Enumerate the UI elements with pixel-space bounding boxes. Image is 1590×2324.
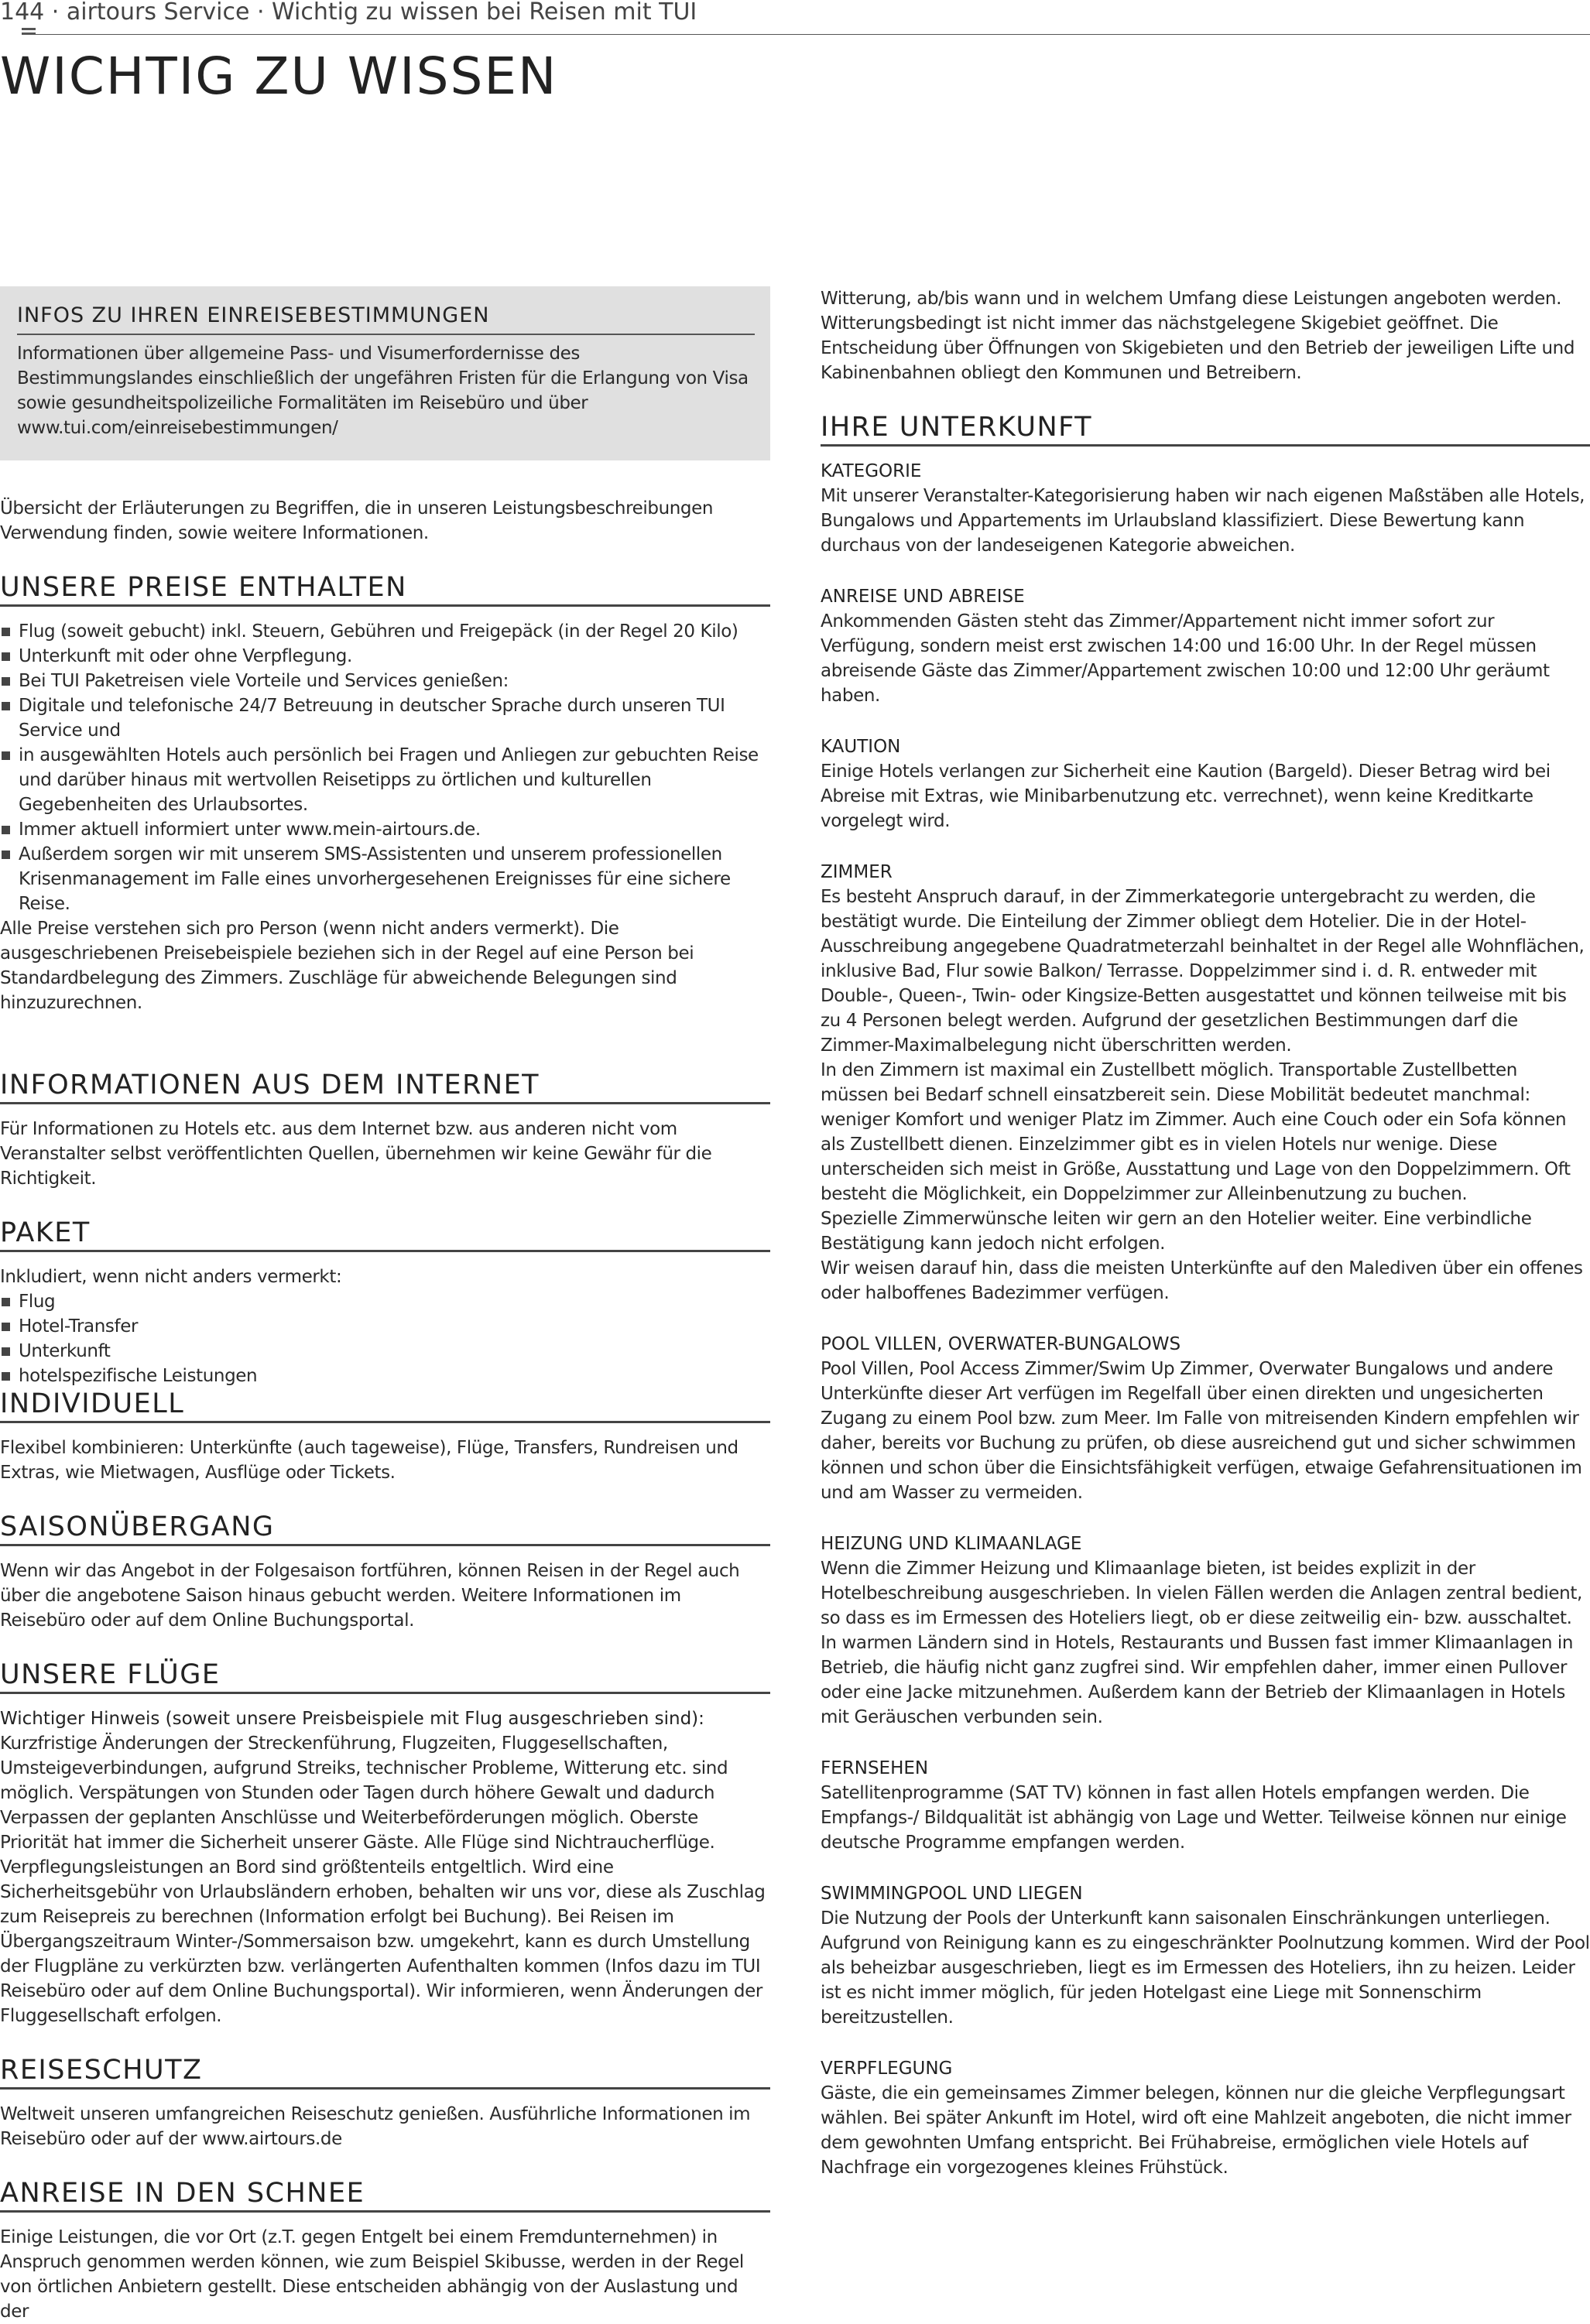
list-item: Flug (soweit gebucht) inkl. Steuern, Gebühren und Freigepäck (in der Regel 20 Kilo)	[0, 619, 770, 644]
saison-text: Wenn wir das Angebot in der Folgesaison fortführen, können Reisen in der Regel auch über die angebotene Saison hinaus gebucht werden. Weitere Informationen im Reisebüro oder auf dem Online Buchungsportal.	[0, 1561, 740, 1631]
list-item: Außerdem sorgen wir mit unserem SMS-Assistenten und unserem professionellen Krisenmanagement im Falle eines unvorhergesehenen Ereignisses für eine sichere Reise.	[0, 842, 770, 916]
swimmingpool-text: Die Nutzung der Pools der Unterkunft kann saisonalen Einschränkungen unterliegen. Aufgrund von Reinigung kann es zu eingeschränkter Poolnutzung kommen. Wird der Pool als beheizbar ausgeschrieben, liegt es im Ermessen des Hoteliers, ihn zu heizen. Leider ist es nicht immer möglich, für jeden Hotelgast eine Liege mit Sonnenschirm bereitzustellen.	[821, 1908, 1590, 2028]
zimmer-text-3: Spezielle Zimmerwünsche leiten wir gern an den Hotelier weiter. Eine verbindliche Bestätigung kann jedoch nicht erfolgen.	[821, 1209, 1532, 1254]
kategorie-text: Mit unserer Veranstalter-Kategorisierung haben wir nach eigenen Maßstäben alle Hotels, Bungalows und Appartements im Urlaubsland klassifiziert. Diese Bewertung kann durchaus von der landeseigenen Kategorie abweichen.	[821, 486, 1585, 556]
anreise-block	[821, 584, 1590, 708]
list-item: Digitale und telefonische 24/7 Betreuung in deutscher Sprache durch unseren TUI Service und	[0, 693, 770, 743]
list-item: Immer aktuell informiert unter www.mein-airtours.de.	[0, 817, 770, 842]
list-item: in ausgewählten Hotels auch persönlich bei Fragen und Anliegen zur gebuchten Reise und darüber hinaus mit wertvollen Reisetipps zu örtlichen und kulturellen Gegebenheiten des Urlaubsortes.	[0, 743, 770, 817]
heizung-heading: HEIZUNG UND KLIMAANLAGE	[821, 1534, 1082, 1554]
header-mark	[22, 28, 36, 30]
pool-text: Pool Villen, Pool Access Zimmer/Swim Up Zimmer, Overwater Bungalows und andere Unterkünfte dieser Art verfügen im Regelfall über einen direkten und ungesicherten Zugang zu einem Pool bzw. zum Meer. Im Falle von mitreisenden Kindern empfehlen wir daher, bereits vor Buchung zu prüfen, ob diese ausreichend gut und sicher schwimmen können und schon über die Einsichtsfähigkeit verfügen, etwaige Gefahrensituationen im und am Wasser zu vermeiden.	[821, 1359, 1582, 1503]
internet-text: Für Informationen zu Hotels etc. aus dem Internet bzw. aus anderen nicht vom Veranstalter selbst veröffentlichten Quellen, übernehmen wir keine Gewähr für die Richtigkeit.	[0, 1119, 712, 1189]
reiseschutz-text: Weltweit unseren umfangreichen Reiseschutz genießen. Ausführliche Informationen im Reisebüro oder auf der www.airtours.de	[0, 2104, 751, 2149]
list-item: Unterkunft	[0, 1339, 770, 1364]
entry-requirements-heading: INFOS ZU IHREN EINREISEBESTIMMUNGEN	[17, 303, 755, 335]
schnee-continuation: Witterung, ab/bis wann und in welchem Umfang diese Leistungen angeboten werden. Witterungsbedingt ist nicht immer das nächstgelegene Skigebiet geöffnet. Die Entscheidung über Öffnungen von Skigebieten und den Betrieb der jeweiligen Lifte und Kabinenbahnen obliegt den Kommunen und Betreibern.	[821, 289, 1575, 383]
paket-intro: Inkludiert, wenn nicht anders vermerkt:	[0, 1267, 342, 1287]
section-heading-paket: PAKET	[0, 1217, 770, 1252]
kategorie-heading: KATEGORIE	[821, 461, 922, 481]
verpflegung-heading: VERPFLEGUNG	[821, 2059, 953, 2079]
preise-note: Alle Preise verstehen sich pro Person (wenn nicht anders vermerkt). Die ausgeschriebenen Preisebeispiele beziehen sich in der Regel auf eine Person bei Standardbelegung des Zimmers. Zuschläge für abweichende Belegungen sind hinzuzurechnen.	[0, 919, 694, 1013]
pool-block	[821, 1332, 1590, 1505]
fernsehen-block	[821, 1756, 1590, 1855]
page-title: WICHTIG ZU WISSEN	[0, 46, 558, 106]
list-item: Bei TUI Paketreisen viele Vorteile und Services genießen:	[0, 669, 770, 693]
zimmer-text-2: In den Zimmern ist maximal ein Zustellbett möglich. Transportable Zustellbetten müssen bei Bedarf schnell einsatzbereit sein. Diese Mobilität bedeutet manchmal: weniger Komfort und weniger Platz im Zimmer. Auch eine Couch oder ein Sofa können als Zustellbett dienen. Einzelzimmer gibt es in vielen Hotels nur wenige. Diese unterscheiden sich meist in Größe, Ausstattung und Lage von den Doppelzimmern. Oft besteht die Möglichkeit, ein Doppelzimmer zur Alleinbenutzung zu buchen.	[821, 1060, 1571, 1204]
zimmer-text-1: Es besteht Anspruch darauf, in der Zimmerkategorie untergebracht zu werden, die bestätigt wurde. Die Einteilung der Zimmer obliegt dem Hotelier. Die in der Hotel-Ausschreibung angegebene Quadratmeterzahl beinhaltet in der Regel alle Wohnflächen, inklusive Bad, Flur sowie Balkon/ Terrasse. Doppelzimmer sind i. d. R. entweder mit Double-, Queen-, Twin- oder Kingsize-Betten ausgestattet und können teilweise mit bis zu 4 Personen belegt werden. Aufgrund der gesetzlichen Bestimmungen darf die Zimmer-Maximalbelegung nicht überschritten werden.	[821, 887, 1585, 1056]
page-header	[0, 0, 1590, 36]
section-heading-reiseschutz: REISESCHUTZ	[0, 2055, 770, 2090]
section-heading-preise: UNSERE PREISE ENTHALTEN	[0, 572, 770, 607]
intro-text: Übersicht der Erläuterungen zu Begriffen, die in unseren Leistungsbeschreibungen Verwendung finden, sowie weitere Informationen.	[0, 498, 714, 543]
fluege-subheading: Wichtiger Hinweis (soweit unsere Preisbeispiele mit Flug ausgeschrieben sind):	[0, 1709, 704, 1729]
verpflegung-text: Gäste, die ein gemeinsames Zimmer belegen, können nur die gleiche Verpflegungsart wählen. Bei später Ankunft im Hotel, wird oft eine Mahlzeit angeboten, die nicht immer dem gewohnten Umfang entspricht. Bei Frühabreise, ermöglichen viele Hotels auf Nachfrage ein vorgezogenes kleines Frühstück.	[821, 2083, 1571, 2178]
heizung-block	[821, 1532, 1590, 1730]
heizung-text: Wenn die Zimmer Heizung und Klimaanlage bieten, ist beides explizit in der Hotelbeschreibung ausgeschrieben. In vielen Fällen werden die Anlagen zentral bedient, so dass es im Ermessen des Hoteliers liegt, ob er diese zeitweilig ein- bzw. ausschaltet. In warmen Ländern sind in Hotels, Restaurants und Bussen fast immer Klimaanlagen in Betrieb, die häufig nicht ganz zugfrei sind. Wir empfehlen daher, immer einen Pullover oder eine Jacke mitzunehmen. Außerdem kann der Betrieb der Klimaanlagen in Hotels mit Geräuschen verbunden sein.	[821, 1559, 1582, 1727]
zimmer-block	[821, 860, 1590, 1306]
left-column	[0, 286, 770, 2324]
kategorie-block	[821, 459, 1590, 558]
list-item: Unterkunft mit oder ohne Verpflegung.	[0, 644, 770, 669]
section-heading-schnee: ANREISE IN DEN SCHNEE	[0, 2178, 770, 2213]
schnee-text: Einige Leistungen, die vor Ort (z.T. gegen Entgelt bei einem Fremdunternehmen) in Anspruch genommen werden können, wie zum Beispiel Skibusse, werden in der Regel von örtlichen Anbietern gestellt. Diese entscheiden abhängig von der Auslastung und der	[0, 2227, 744, 2322]
preise-list	[0, 619, 770, 916]
fluege-text: Kurzfristige Änderungen der Streckenführung, Flugzeiten, Fluggesellschaften, Umsteigeverbindungen, aufgrund Streiks, technischer Probleme, Witterung etc. sind möglich. Verspätungen von Stunden oder Tagen durch höhere Gewalt und dadurch Verpassen der geplanten Anschlüsse und Weiterbeförderungen möglich. Oberste Priorität hat immer die Sicherheit unserer Gäste. Alle Flüge sind Nichtraucherflüge. Verpflegungsleistungen an Bord sind größtenteils entgeltlich. Wird eine Sicherheitsgebühr von Urlaubsländern erhoben, behalten wir uns vor, diese als Zuschlag zum Reisepreis zu berechnen (Information erfolgt bei Buchung). Bei Reisen im Übergangszeitraum Winter-/Sommersaison bzw. umgekehrt, kann es durch Umstellung der Flugpläne zu verkürzten bzw. verlängerten Aufenthalten kommen (Infos dazu im TUI Reisebüro oder auf dem Online Buchungsportal). Wir informieren, wenn Änderungen der Fluggesellschaft erfolgen.	[0, 1734, 766, 2026]
list-item: Flug	[0, 1289, 770, 1314]
entry-requirements-text: Informationen über allgemeine Pass- und Visumerfordernisse des Bestimmungslandes einschließlich der ungefähren Fristen für die Erlangung von Visa sowie gesundheitspolizeiliche Formalitäten im Reisebüro und über www.tui.com/einreisebestimmungen/	[17, 344, 749, 438]
anreise-text: Ankommenden Gästen steht das Zimmer/Appartement nicht immer sofort zur Verfügung, sondern meist erst zwischen 14:00 und 16:00 Uhr. In der Regel müssen abreisende Gäste das Zimmer/Appartement zwischen 10:00 und 12:00 Uhr geräumt haben.	[821, 611, 1550, 706]
section-heading-fluege: UNSERE FLÜGE	[0, 1659, 770, 1694]
header-divider	[35, 34, 1590, 35]
verpflegung-block	[821, 2056, 1590, 2180]
section-heading-internet: INFORMATIONEN AUS DEM INTERNET	[0, 1070, 770, 1104]
fernsehen-text: Satellitenprogramme (SAT TV) können in fast allen Hotels empfangen werden. Die Empfangs-/ Bildqualität ist abhängig von Lage und Wetter. Teilweise können nur einige deutsche Programme empfangen werden.	[821, 1783, 1567, 1853]
kaution-text: Einige Hotels verlangen zur Sicherheit eine Kaution (Bargeld). Dieser Betrag wird bei Abreise mit Extras, wie Minibarbenutzung etc. verrechnet), wenn keine Kreditkarte vorgelegt wird.	[821, 762, 1551, 831]
list-item: hotelspezifische Leistungen	[0, 1364, 770, 1388]
swimmingpool-heading: SWIMMINGPOOL UND LIEGEN	[821, 1884, 1083, 1904]
fernsehen-heading: FERNSEHEN	[821, 1758, 929, 1778]
zimmer-heading: ZIMMER	[821, 862, 893, 882]
kaution-block	[821, 734, 1590, 833]
pool-heading: POOL VILLEN, OVERWATER-BUNGALOWS	[821, 1334, 1181, 1354]
right-column	[821, 286, 1590, 2180]
kaution-heading: KAUTION	[821, 737, 901, 757]
anreise-heading: ANREISE UND ABREISE	[821, 587, 1025, 607]
entry-requirements-box	[0, 286, 770, 460]
header-mark	[22, 33, 36, 35]
section-heading-unterkunft: IHRE UNTERKUNFT	[821, 412, 1590, 447]
breadcrumb: 144 · airtours Service · Wichtig zu wissen bei Reisen mit TUI	[0, 0, 697, 26]
list-item: Hotel-Transfer	[0, 1314, 770, 1339]
section-heading-individuell: INDIVIDUELL	[0, 1388, 770, 1423]
swimmingpool-block	[821, 1881, 1590, 2030]
section-heading-saison: SAISONÜBERGANG	[0, 1511, 770, 1546]
paket-list	[0, 1289, 770, 1388]
zimmer-text-4: Wir weisen darauf hin, dass die meisten Unterkünfte auf den Malediven über ein offenes oder halboffenes Badezimmer verfügen.	[821, 1258, 1583, 1303]
individuell-text: Flexibel kombinieren: Unterkünfte (auch tageweise), Flüge, Transfers, Rundreisen und Extras, wie Mietwagen, Ausflüge oder Tickets.	[0, 1438, 738, 1483]
